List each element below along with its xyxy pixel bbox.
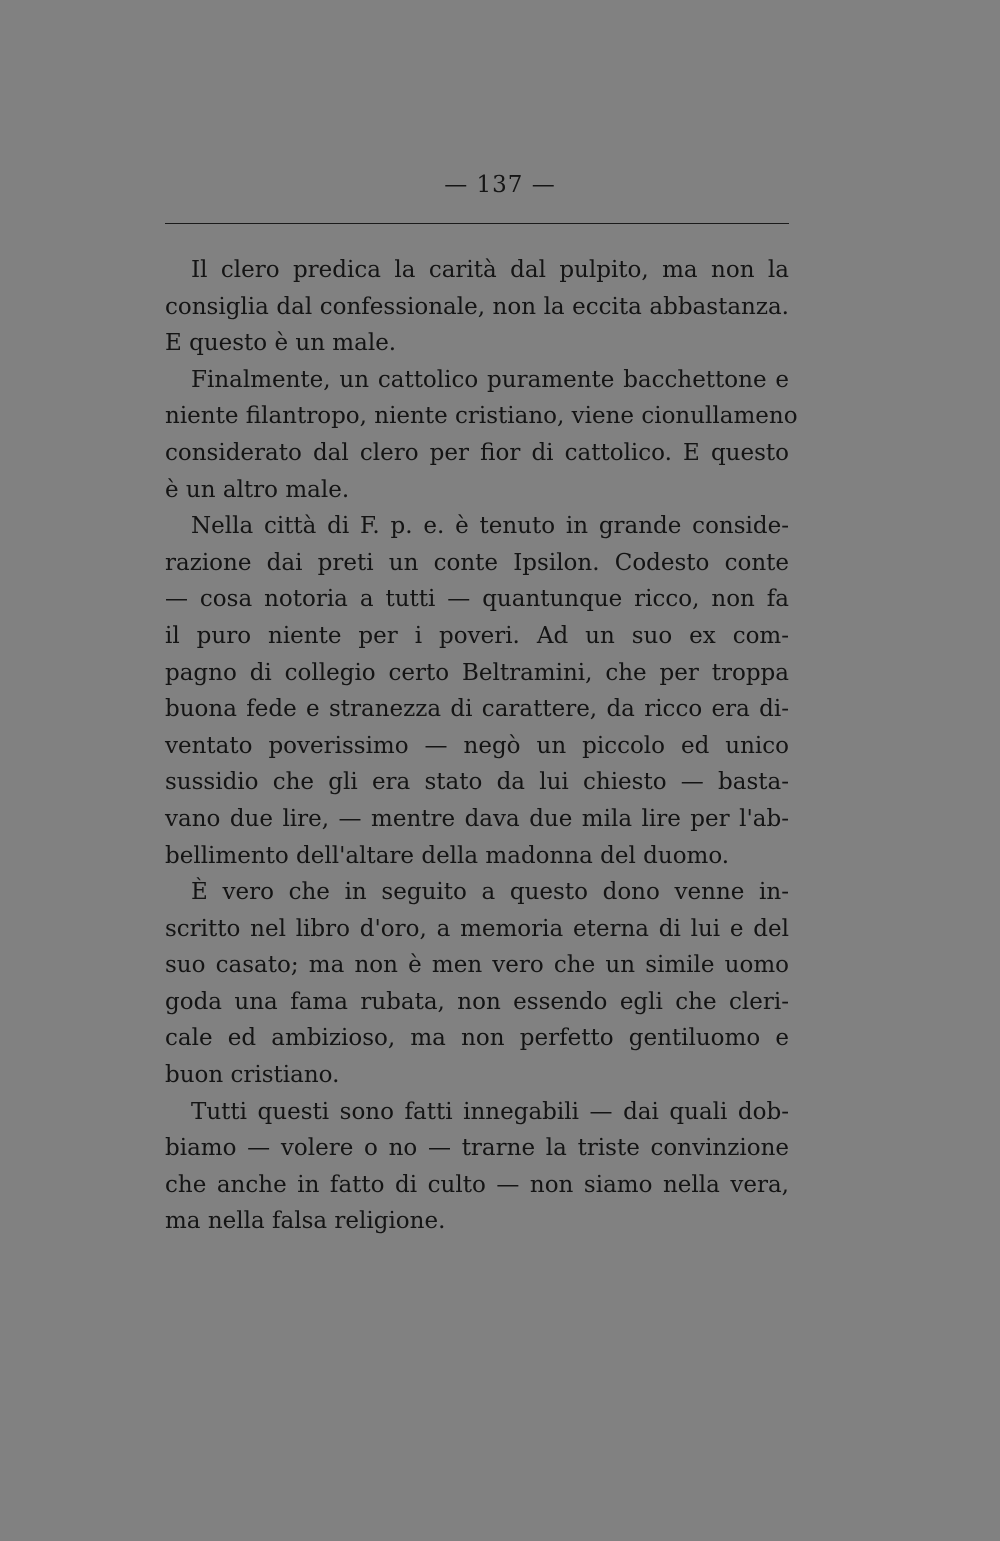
text-line: — cosa notoria a tutti — quantunque ricco, non fa bbox=[165, 586, 789, 613]
text-line: considerato dal clero per fior di cattolico. E questo bbox=[165, 439, 789, 466]
text-line: ma nella falsa religione. bbox=[165, 1208, 446, 1235]
text-line: razione dai preti un conte Ipsilon. Codesto conte bbox=[165, 549, 789, 576]
text-line: è un altro male. bbox=[165, 476, 350, 503]
text-line: sussidio che gli era stato da lui chiesto — basta- bbox=[165, 769, 789, 796]
text-line: che anche in fatto di culto — non siamo nella vera, bbox=[165, 1171, 789, 1198]
text-line: scritto nel libro d'oro, a memoria eterna di lui e del bbox=[165, 915, 789, 942]
text-line: ventato poverissimo — negò un piccolo ed unico bbox=[165, 732, 789, 759]
text-line: buona fede e stranezza di carattere, da ricco era di- bbox=[165, 696, 789, 723]
text-line: suo casato; ma non è men vero che un simile uomo bbox=[165, 952, 789, 979]
page-number: — 137 — bbox=[444, 172, 556, 198]
text-line: cale ed ambizioso, ma non perfetto gentiluomo e bbox=[165, 1025, 789, 1052]
text-line: Tutti questi sono fatti innegabili — dai quali dob- bbox=[191, 1098, 789, 1125]
header-rule bbox=[165, 223, 789, 224]
text-line: goda una fama rubata, non essendo egli che cleri- bbox=[165, 988, 789, 1015]
text-line: niente filantropo, niente cristiano, viene cionullameno bbox=[165, 403, 798, 430]
text-line: Il clero predica la carità dal pulpito, ma non la bbox=[191, 257, 789, 283]
text-line: consiglia dal confessionale, non la eccita abbastanza. bbox=[165, 293, 789, 320]
text-line: Finalmente, un cattolico puramente bacchettone e bbox=[191, 366, 789, 393]
text-line: vano due lire, — mentre dava due mila lire per l'ab- bbox=[165, 805, 789, 832]
text-line: il puro niente per i poveri. Ad un suo ex com- bbox=[165, 622, 789, 649]
text-line: Nella città di F. p. e. è tenuto in grande conside- bbox=[191, 513, 789, 540]
text-line: E questo è un male. bbox=[165, 330, 397, 357]
body-text bbox=[165, 252, 798, 1240]
text-line: È vero che in seguito a questo dono venne in- bbox=[191, 879, 789, 906]
text-line: bellimento dell'altare della madonna del duomo. bbox=[165, 842, 730, 869]
text-line: buon cristiano. bbox=[165, 1062, 340, 1089]
text-line: pagno di collegio certo Beltramini, che per troppa bbox=[165, 659, 789, 686]
text-line: biamo — volere o no — trarne la triste convinzione bbox=[165, 1135, 789, 1162]
